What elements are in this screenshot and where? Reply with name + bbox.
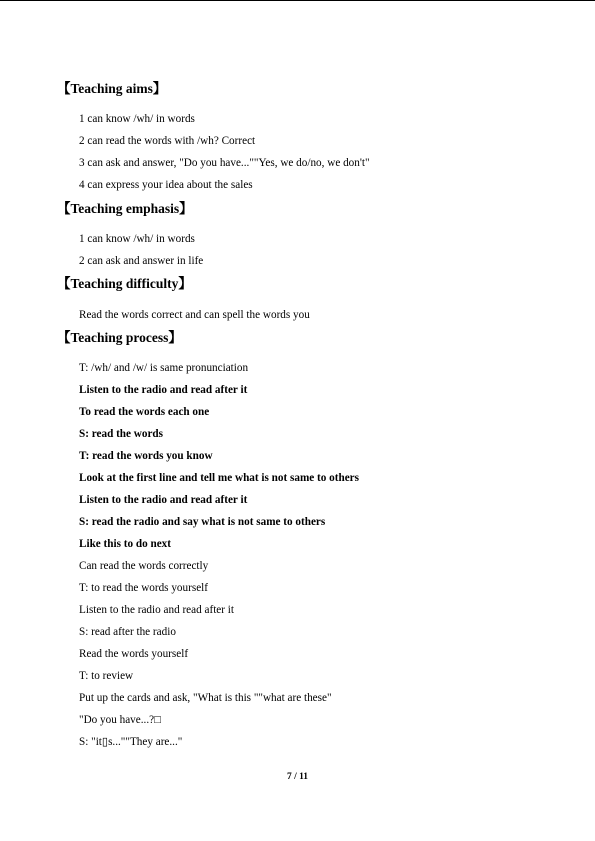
process-line-11: T: to read the words yourself <box>79 582 208 594</box>
difficulty-line-1: Read the words correct and can spell the words you <box>79 309 310 321</box>
process-line-1: T: /wh/ and /w/ is same pronunciation <box>79 362 249 374</box>
process-line-8: S: read the radio and say what is not same to others <box>79 516 326 528</box>
emphasis-line-1: 1 can know /wh/ in words <box>79 233 195 245</box>
process-line-7: Listen to the radio and read after it <box>79 494 248 506</box>
process-line-18: S: "it▯s...""They are..." <box>79 736 183 748</box>
process-line-9: Like this to do next <box>79 538 171 550</box>
heading-teaching-aims: 【Teaching aims】 <box>57 81 167 96</box>
process-line-15: T: to review <box>79 670 134 682</box>
process-line-17: "Do you have...?□ <box>79 714 161 726</box>
process-line-16: Put up the cards and ask, "What is this ""what are these" <box>79 692 332 704</box>
process-line-13: S: read after the radio <box>79 626 176 638</box>
process-line-5: T: read the words you know <box>79 450 213 462</box>
emphasis-line-2: 2 can ask and answer in life <box>79 255 204 267</box>
process-line-10: Can read the words correctly <box>79 560 209 572</box>
process-line-14: Read the words yourself <box>79 648 189 660</box>
aims-line-4: 4 can express your idea about the sales <box>79 179 253 191</box>
page-number: 7 / 11 <box>286 772 309 782</box>
process-line-4: S: read the words <box>79 428 164 440</box>
aims-line-1: 1 can know /wh/ in words <box>79 113 195 125</box>
process-line-6: Look at the first line and tell me what is not same to others <box>79 472 359 484</box>
process-line-2: Listen to the radio and read after it <box>79 384 248 396</box>
aims-line-3: 3 can ask and answer, "Do you have...""Yes, we do/no, we don't" <box>79 157 370 169</box>
aims-line-2: 2 can read the words with /wh? Correct <box>79 135 256 147</box>
process-line-3: To read the words each one <box>79 406 210 418</box>
top-rule <box>0 0 595 1</box>
heading-teaching-emphasis: 【Teaching emphasis】 <box>57 201 193 216</box>
process-line-12: Listen to the radio and read after it <box>79 604 235 616</box>
heading-teaching-difficulty: 【Teaching difficulty】 <box>57 276 192 291</box>
heading-teaching-process: 【Teaching process】 <box>57 330 182 345</box>
